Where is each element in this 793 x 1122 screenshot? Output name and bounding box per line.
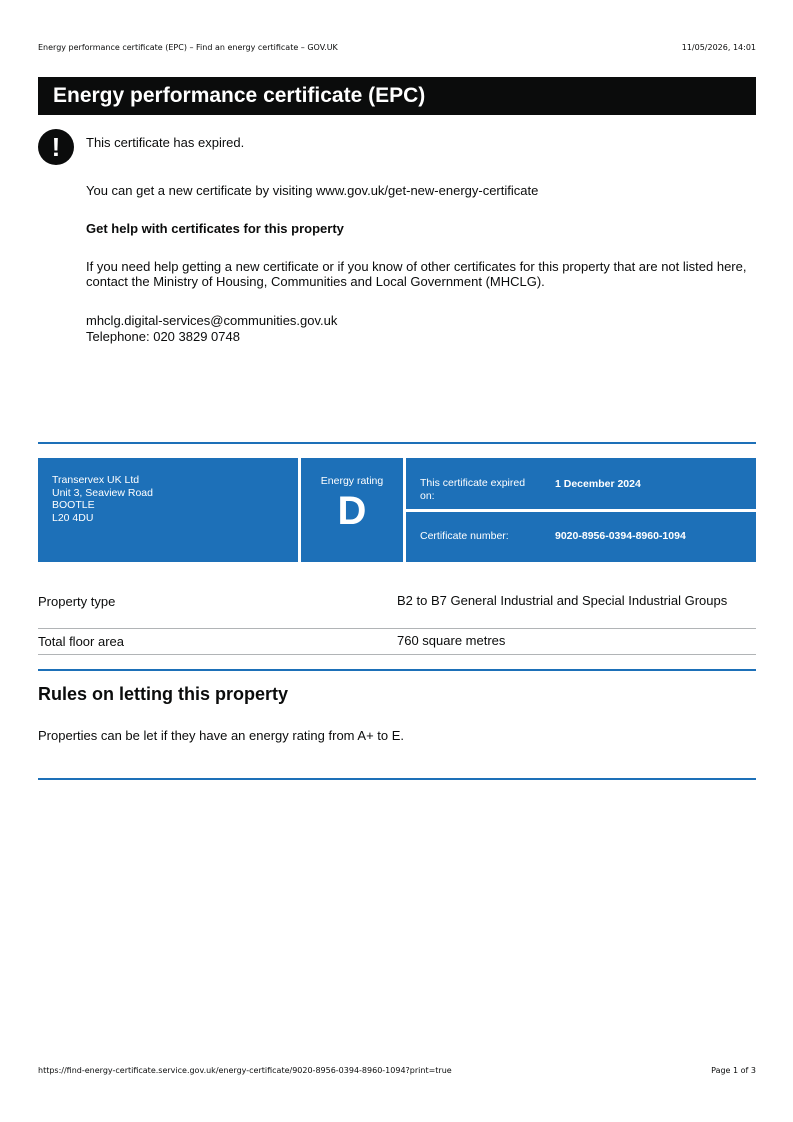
- floor-area-row: [38, 634, 756, 655]
- property-type-row: [38, 594, 756, 629]
- floor-area-label: Total floor area: [38, 634, 124, 649]
- property-type-label: Property type: [38, 594, 116, 609]
- certificate-number-label: Certificate number:: [420, 530, 509, 542]
- certificate-number-cell: [406, 512, 756, 562]
- divider: [38, 778, 756, 780]
- help-text: If you need help getting a new certificate or if you know of other certificates for this property that are not listed here, contact the Ministry of Housing, Communities and Local Government (MHCLG).: [86, 259, 747, 289]
- expiry-label: This certificate expired on:: [420, 477, 526, 502]
- energy-rating-box: [301, 458, 403, 562]
- energy-rating-label: Energy rating: [320, 475, 384, 487]
- floor-area-value: 760 square metres: [397, 633, 506, 648]
- print-url: https://find-energy-certificate.service.gov.uk/energy-certificate/9020-8956-0394-8960-1094?print=true: [38, 1066, 452, 1075]
- page-number: Page 1 of 3: [711, 1066, 756, 1075]
- address-line: L20 4DU: [52, 511, 94, 524]
- property-address: [38, 458, 298, 562]
- address-line: Unit 3, Seaview Road: [52, 486, 153, 499]
- print-page-title: Energy performance certificate (EPC) – Find an energy certificate – GOV.UK: [38, 43, 338, 52]
- letting-heading: Rules on letting this property: [38, 684, 289, 704]
- address-line: BOOTLE: [52, 499, 95, 511]
- expiry-value: 1 December 2024: [555, 478, 641, 490]
- exclamation-icon: !: [38, 129, 74, 165]
- address-line: Transervex UK Ltd: [52, 474, 140, 486]
- print-footer: [38, 1066, 756, 1075]
- expired-warning: This certificate has expired.: [86, 135, 245, 150]
- divider: [38, 669, 756, 671]
- letting-text: Properties can be let if they have an energy rating from A+ to E.: [38, 728, 405, 743]
- expiry-cell: [406, 458, 756, 509]
- property-type-value: B2 to B7 General Industrial and Special Industrial Groups: [397, 593, 728, 608]
- help-email: mhclg.digital-services@communities.gov.uk: [86, 313, 338, 328]
- energy-rating-letter: D: [337, 489, 367, 533]
- page-title: Energy performance certificate (EPC): [38, 77, 756, 115]
- print-datetime: 11/05/2026, 14:01: [681, 43, 756, 52]
- print-header: [38, 43, 756, 52]
- help-telephone: Telephone: 020 3829 0748: [86, 329, 240, 344]
- help-heading: Get help with certificates for this property: [86, 221, 344, 236]
- new-certificate-text: You can get a new certificate by visiting www.gov.uk/get-new-energy-certificate: [86, 183, 539, 198]
- certificate-number-value: 9020-8956-0394-8960-1094: [555, 530, 686, 542]
- certificate-summary: [38, 458, 756, 562]
- divider: [38, 442, 756, 444]
